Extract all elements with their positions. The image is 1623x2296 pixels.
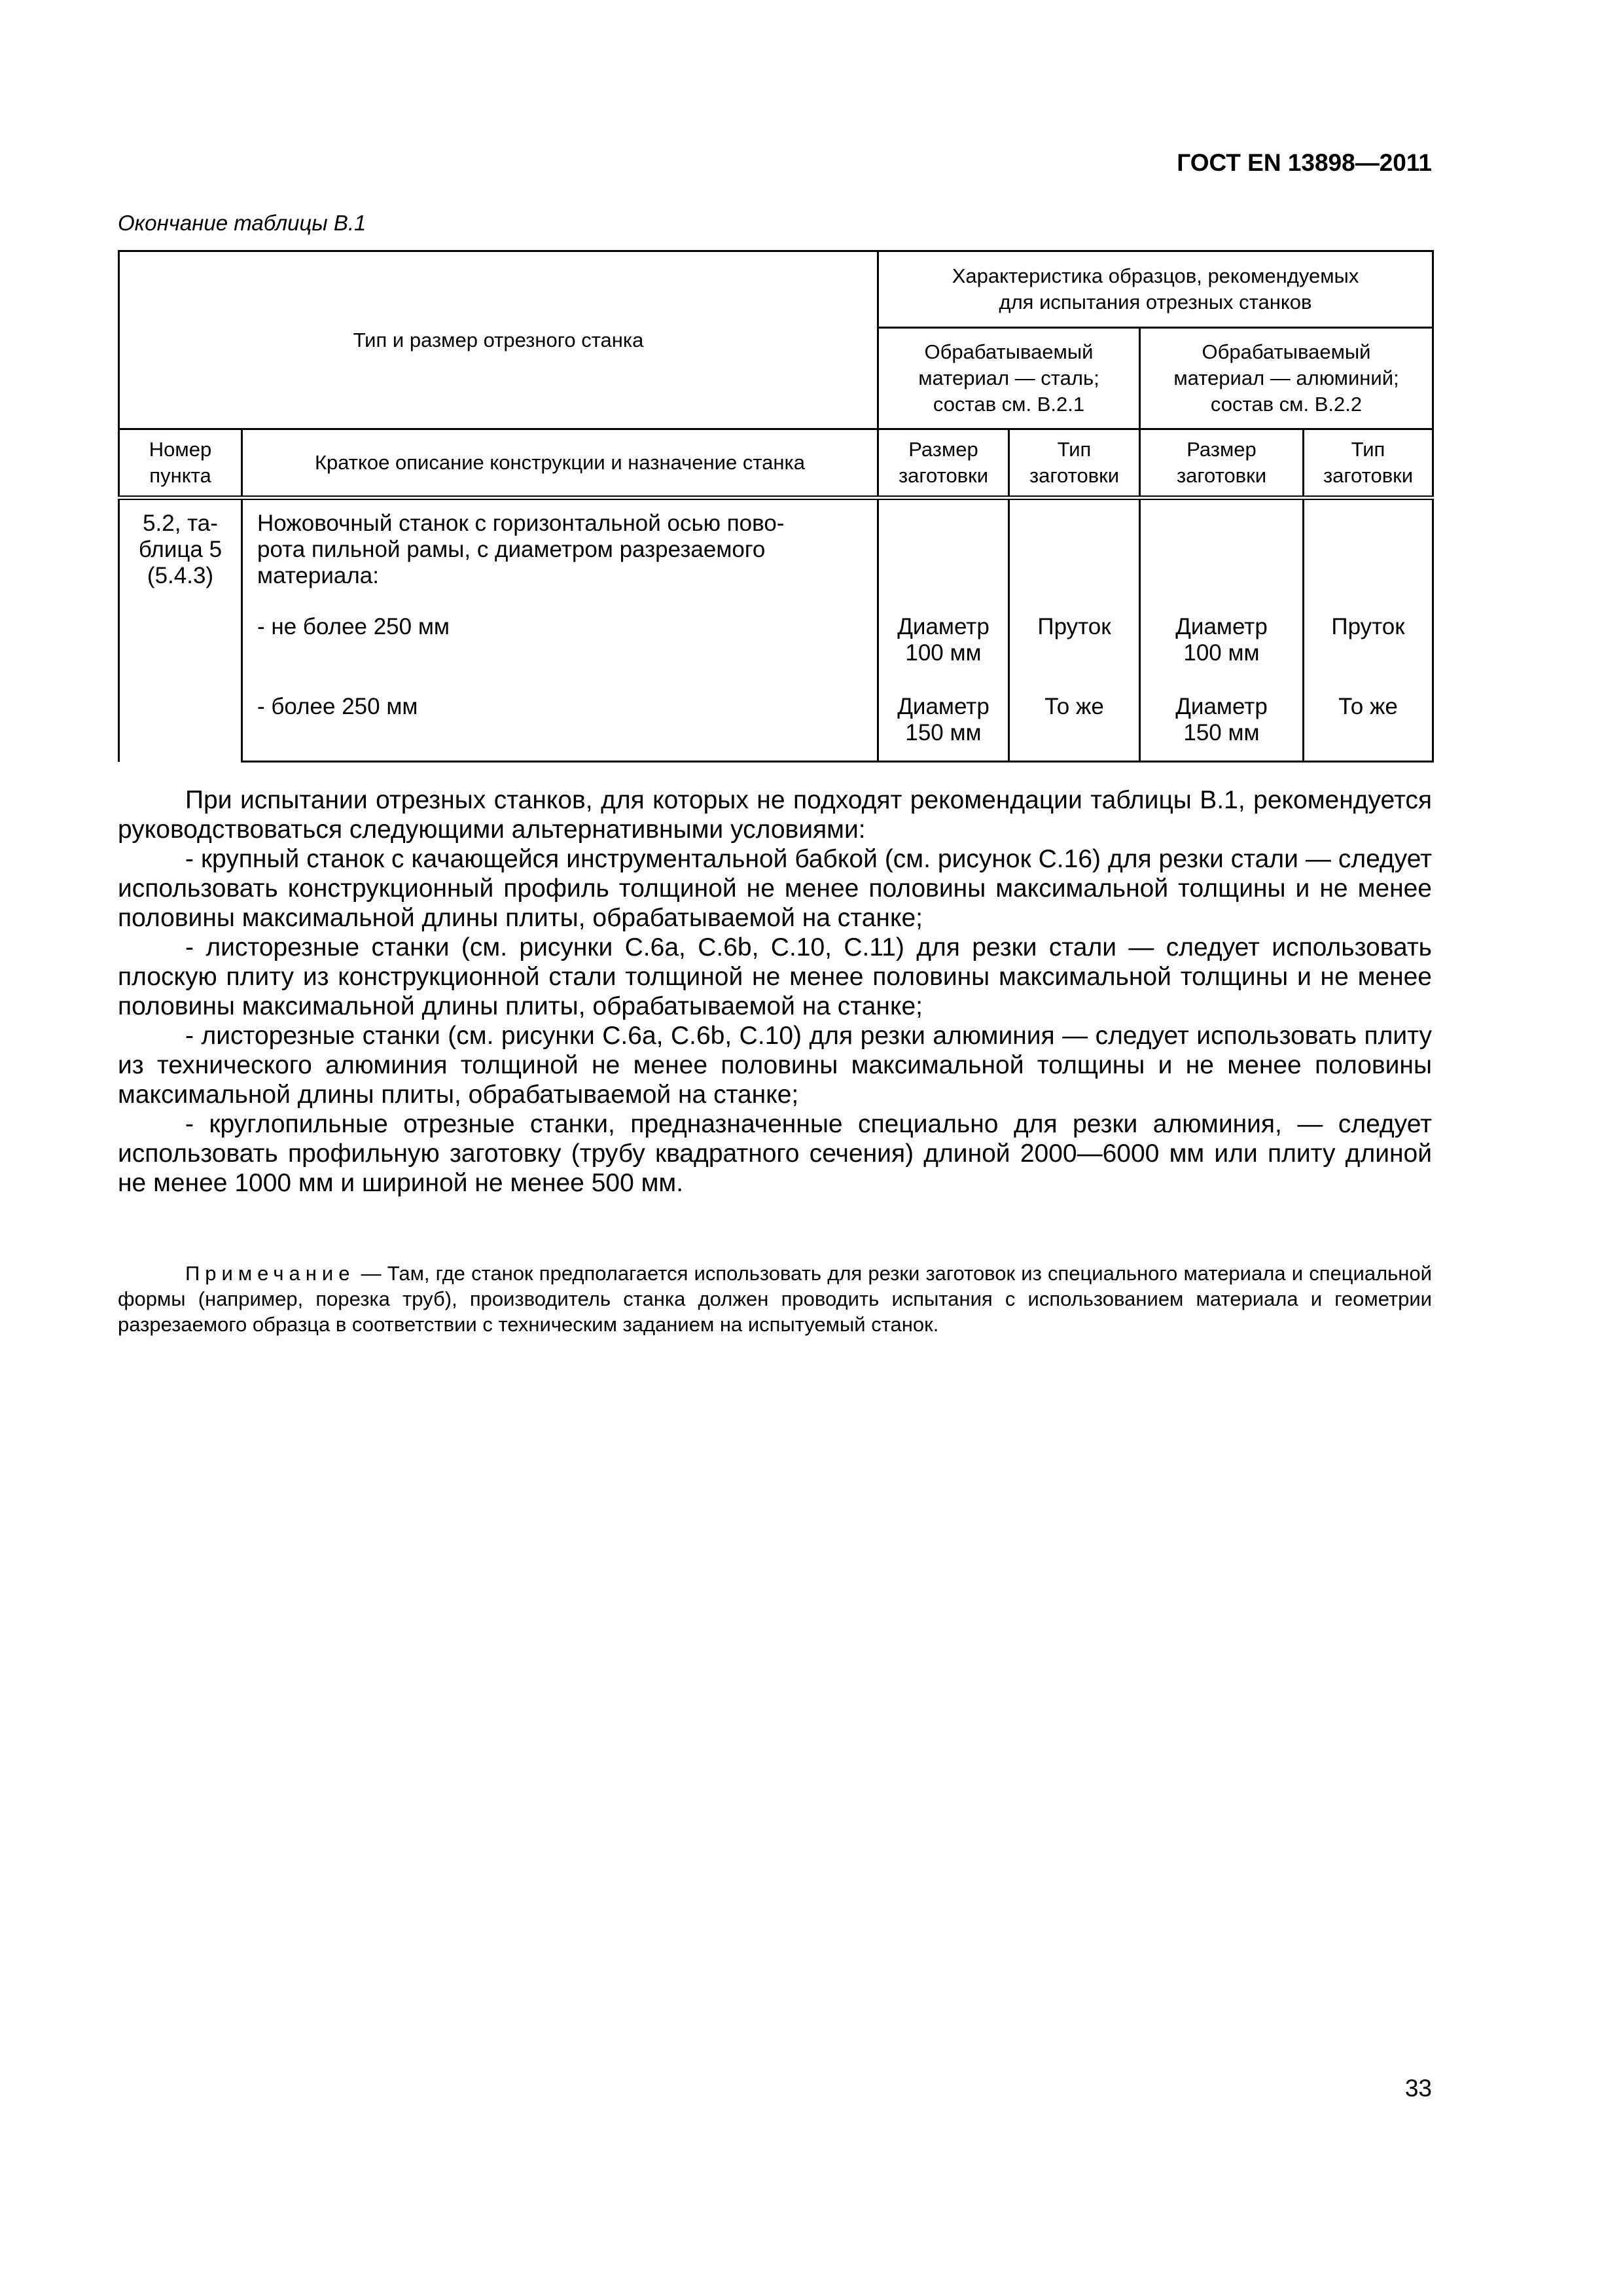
col-al-size-header xyxy=(1140,429,1304,498)
sub2-description: - более 250 мм xyxy=(242,691,878,762)
body-text xyxy=(118,785,1432,1198)
table-row-sub1 xyxy=(119,611,1433,691)
col-steel-size-line1: Размер xyxy=(908,438,978,461)
empty-cell xyxy=(1009,498,1140,612)
row-item-number xyxy=(119,498,242,762)
note xyxy=(118,1261,1432,1337)
sub1-steel-size-line2: 100 мм xyxy=(905,640,982,666)
col-al-size-line2: заготовки xyxy=(1176,464,1267,487)
sub2-steel-type: То же xyxy=(1009,691,1140,762)
sub1-al-size-line2: 100 мм xyxy=(1183,640,1260,666)
empty-cell xyxy=(1304,498,1433,612)
recommend-header xyxy=(878,251,1433,328)
table-caption: Окончание таблицы В.1 xyxy=(118,211,366,235)
sub1-steel-type: Пруток xyxy=(1009,611,1140,691)
col-item-line1: Номер xyxy=(149,438,212,461)
steel-header-line3: состав см. В.2.1 xyxy=(933,393,1085,416)
sub1-al-size xyxy=(1140,611,1304,691)
steel-header-line1: Обрабатываемый xyxy=(924,340,1094,363)
paragraph-intro: При испытании отрезных станков, для которых не подходят рекомендации таблицы В.1, рекомендуется руководствоваться следующими альтернативными условиями: xyxy=(118,786,1432,844)
col-item-header xyxy=(119,429,242,498)
col-steel-type-line2: заготовки xyxy=(1029,464,1120,487)
row-item-line1: 5.2, та- xyxy=(143,511,218,536)
sub2-steel-size-line1: Диаметр xyxy=(897,694,990,719)
note-text: — Там, где станок предполагается использовать для резки заготовок из специального материала и специальной формы (например, порезка труб), производитель станка должен проводить испытания с использованием материала и геометрии разрезаемого образца в соответствии с техническим заданием на испытуемый станок. xyxy=(118,1262,1432,1336)
paragraph-item-3: - листорезные станки (см. рисунки С.6а, С.6b, С.10) для резки алюминия — следует использовать плиту из технического алюминия толщиной не менее половины максимальной толщины и не менее половины максимальной длины плиты, обрабатываемой на станке; xyxy=(118,1022,1432,1109)
sub1-steel-size xyxy=(878,611,1009,691)
table-header-row-3 xyxy=(119,429,1433,498)
recommend-header-line1: Характеристика образцов, рекомендуемых xyxy=(952,264,1359,287)
sub2-al-size-line1: Диаметр xyxy=(1175,694,1268,719)
row-desc-line2: рота пильной рамы, с диаметром разрезаемого xyxy=(257,537,766,562)
row-desc-line1: Ножовочный станок с горизонтальной осью пово- xyxy=(257,511,785,536)
empty-cell xyxy=(1140,498,1304,612)
sub2-steel-size-line2: 150 мм xyxy=(905,720,982,745)
empty-cell xyxy=(878,498,1009,612)
col-al-type-header xyxy=(1304,429,1433,498)
page-number: 33 xyxy=(1404,2075,1432,2102)
sub1-al-type: Пруток xyxy=(1304,611,1433,691)
col-al-type-line1: Тип xyxy=(1351,438,1385,461)
col-item-line2: пункта xyxy=(149,464,211,487)
table-row xyxy=(119,498,1433,612)
paragraph-item-4: - круглопильные отрезные станки, предназначенные специально для резки алюминия, — следует использовать профильную заготовку (трубу квадратного сечения) длиной 2000—6000 мм или плиту длиной не менее 1000 мм и шириной не менее 500 мм. xyxy=(118,1110,1432,1197)
row-description xyxy=(242,498,878,612)
col-steel-type-line1: Тип xyxy=(1057,438,1092,461)
recommend-header-line2: для испытания отрезных станков xyxy=(999,291,1312,314)
specimen-table xyxy=(118,250,1434,762)
aluminium-header-line3: состав см. В.2.2 xyxy=(1210,393,1363,416)
sub1-steel-size-line1: Диаметр xyxy=(897,614,990,639)
row-desc-line3: материала: xyxy=(257,563,379,588)
note-paragraph xyxy=(118,1261,1432,1337)
row-item-line2: блица 5 xyxy=(138,537,223,562)
note-label: Примечание xyxy=(185,1262,355,1285)
paragraph-item-2: - листорезные станки (см. рисунки С.6а, С.6b, С.10, С.11) для резки стали — следует использовать плоскую плиту из конструкционной стали толщиной не менее половины максимальной толщины и не менее половины максимальной длины плиты, обрабатываемой на станке; xyxy=(118,933,1432,1020)
sub1-al-size-line1: Диаметр xyxy=(1175,614,1268,639)
sub2-al-size xyxy=(1140,691,1304,762)
standard-code: ГОСТ EN 13898—2011 xyxy=(1177,149,1432,176)
sub1-description: - не более 250 мм xyxy=(242,611,878,691)
aluminium-header-line1: Обрабатываемый xyxy=(1202,340,1371,363)
steel-header-line2: материал — сталь; xyxy=(918,367,1099,389)
sub2-al-type: То же xyxy=(1304,691,1433,762)
col-steel-type-header xyxy=(1009,429,1140,498)
col-desc-header: Краткое описание конструкции и назначение станка xyxy=(242,429,878,498)
col-steel-size-line2: заготовки xyxy=(898,464,989,487)
col-al-type-line2: заготовки xyxy=(1323,464,1414,487)
paragraph-item-1: - крупный станок с качающейся инструментальной бабкой (см. рисунок С.16) для резки стали — следует использовать конструкционный профиль толщиной не менее половины максимальной толщины и не менее половины максимальной длины плиты, обрабатываемой на станке; xyxy=(118,845,1432,932)
col-steel-size-header xyxy=(878,429,1009,498)
aluminium-header-line2: материал — алюминий; xyxy=(1173,367,1399,389)
col-al-size-line1: Размер xyxy=(1186,438,1257,461)
machine-type-header: Тип и размер отрезного станка xyxy=(119,251,878,429)
table-header-row-1 xyxy=(119,251,1433,328)
sub2-al-size-line2: 150 мм xyxy=(1183,720,1260,745)
sub2-steel-size xyxy=(878,691,1009,762)
row-item-line3: (5.4.3) xyxy=(147,563,214,588)
steel-header xyxy=(878,328,1140,429)
table-row-sub2 xyxy=(119,691,1433,762)
aluminium-header xyxy=(1140,328,1433,429)
